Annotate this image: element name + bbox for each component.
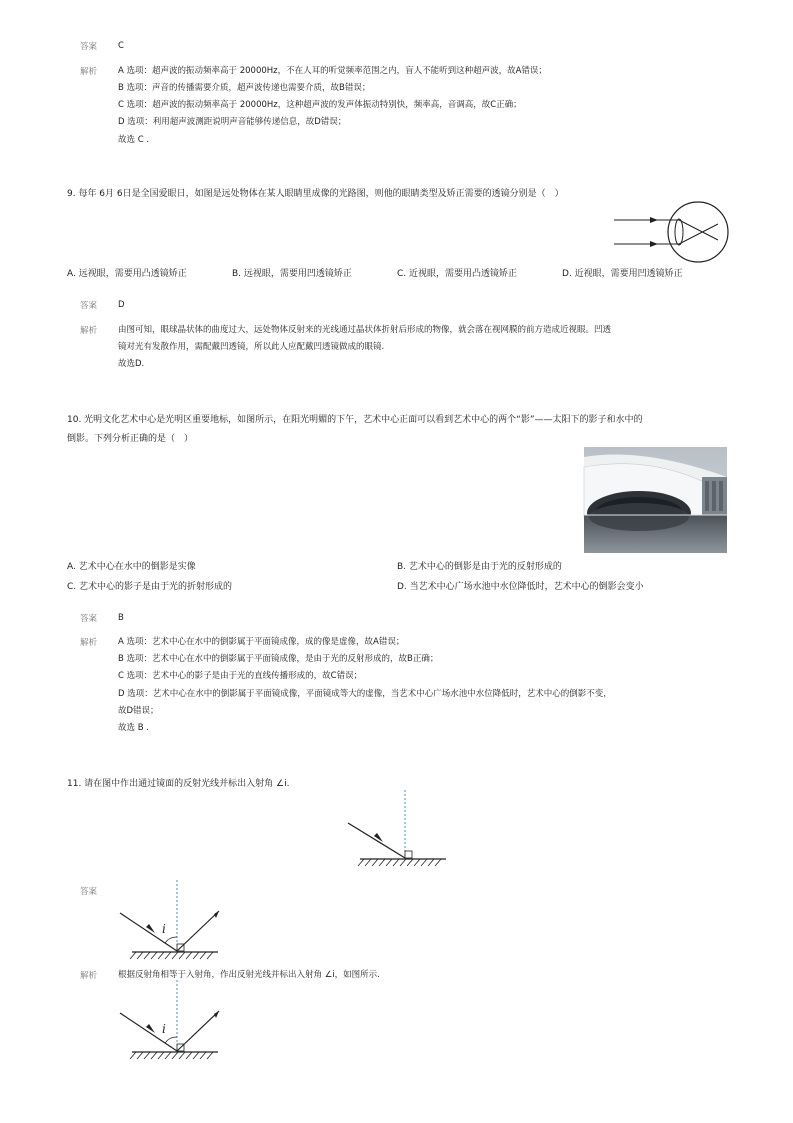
q9-analysis-line: 镜对光有发散作用，需配戴凹透镜，所以此人应配戴凹透镜做成的眼镜.	[118, 342, 385, 352]
q10-stem-line1: 10. 光明文化艺术中心是光明区重要地标，如图所示，在阳光明媚的下午，艺术中心正面可以看到艺术中心的两个“影”——太阳下的影子和水中的	[67, 415, 643, 425]
q10-option-b: B. 艺术中心的倒影是由于光的反射形成的	[397, 562, 562, 572]
q11-analysis-text: 根据反射角相等于入射角，作出反射光线并标出入射角 ∠i，如图所示.	[118, 970, 380, 980]
q8-analysis-label: 解析	[80, 67, 98, 77]
q11-answer-angle-label: i	[162, 922, 166, 936]
q11-answer-label: 答案	[80, 887, 98, 897]
q8-answer-value: C	[118, 41, 124, 51]
q10-analysis-line: A 选项：艺术中心在水中的倒影属于平面镜成像，成的像是虚像，故A错误；	[118, 637, 405, 647]
q8-analysis-line: C 选项：超声波的振动频率高于 20000Hz，这种超声波的发声体振动特别快，频率高，音调高，故C正确；	[118, 100, 522, 110]
q10-analysis-line: 故选 B .	[118, 723, 149, 733]
q10-option-c: C. 艺术中心的影子是由于光的折射形成的	[67, 582, 233, 592]
q10-analysis-line: C 选项：艺术中心的影子是由于光的直线传播形成的，故C错误；	[118, 671, 363, 681]
q11-mirror-diagram	[346, 790, 450, 870]
q8-analysis-line: B 选项：声音的传播需要介质，超声波传递也需要介质，故B错误；	[118, 83, 371, 93]
art-center-photo	[584, 447, 727, 553]
q10-answer-value: B	[118, 613, 124, 623]
q9-stem: 9. 每年 6月 6日是全国爱眼日，如图是远处物体在某人眼睛里成像的光路图，则他的眼睛类型及矫正需要的透镜分别是（ ）	[67, 189, 564, 199]
q9-option-c: C. 近视眼，需要用凸透镜矫正	[397, 269, 518, 279]
q11-answer-diagram	[118, 880, 222, 962]
q10-answer-label: 答案	[80, 614, 98, 624]
q9-analysis-line: 由图可知，眼球晶状体的曲度过大，远处物体反射来的光线通过晶状体折射后形成的物像，就会落在视网膜的前方造成近视眼。凹透	[118, 325, 612, 335]
q9-answer-value: D	[118, 300, 125, 310]
q10-analysis-line: D 选项：艺术中心在水中的倒影属于平面镜成像，平面镜成等大的虚像，当艺术中心广场水池中水位降低时，艺术中心的倒影不变，	[118, 689, 612, 699]
q11-stem: 11. 请在图中作出通过镜面的反射光线并标出入射角 ∠i.	[67, 779, 290, 789]
eye-ray-diagram	[612, 200, 732, 268]
q10-analysis-label: 解析	[80, 638, 98, 648]
q11-analysis-angle-label: i	[162, 1022, 166, 1036]
q8-answer-label: 答案	[80, 42, 98, 52]
q10-option-d: D. 当艺术中心广场水池中水位降低时，艺术中心的倒影会变小	[397, 582, 644, 592]
q10-analysis-line: B 选项：艺术中心在水中的倒影属于平面镜成像，是由于光的反射形成的，故B正确；	[118, 654, 439, 664]
q9-option-d: D. 近视眼，需要用凹透镜矫正	[562, 269, 683, 279]
q9-analysis-line: 故选D.	[118, 359, 145, 369]
q8-analysis-line: 故选 C .	[118, 135, 150, 145]
q10-analysis-line: 故D错误；	[118, 706, 159, 716]
q10-stem-line2: 倒影。下列分析正确的是（ ）	[67, 434, 194, 444]
q11-analysis-diagram	[118, 980, 222, 1062]
q9-answer-label: 答案	[80, 301, 98, 311]
q9-analysis-label: 解析	[80, 326, 98, 336]
q9-option-a: A. 远视眼，需要用凸透镜矫正	[67, 269, 187, 279]
q8-analysis-line: D 选项：利用超声波测距说明声音能够传递信息，故D错误；	[118, 117, 347, 127]
q10-option-a: A. 艺术中心在水中的倒影是实像	[67, 562, 196, 572]
q11-analysis-label: 解析	[80, 971, 98, 981]
q9-option-b: B. 远视眼，需要用凹透镜矫正	[232, 269, 352, 279]
q8-analysis-line: A 选项：超声波的振动频率高于 20000Hz，不在人耳的听觉频率范围之内，盲人不能听到这种超声波，故A错误；	[118, 66, 547, 76]
